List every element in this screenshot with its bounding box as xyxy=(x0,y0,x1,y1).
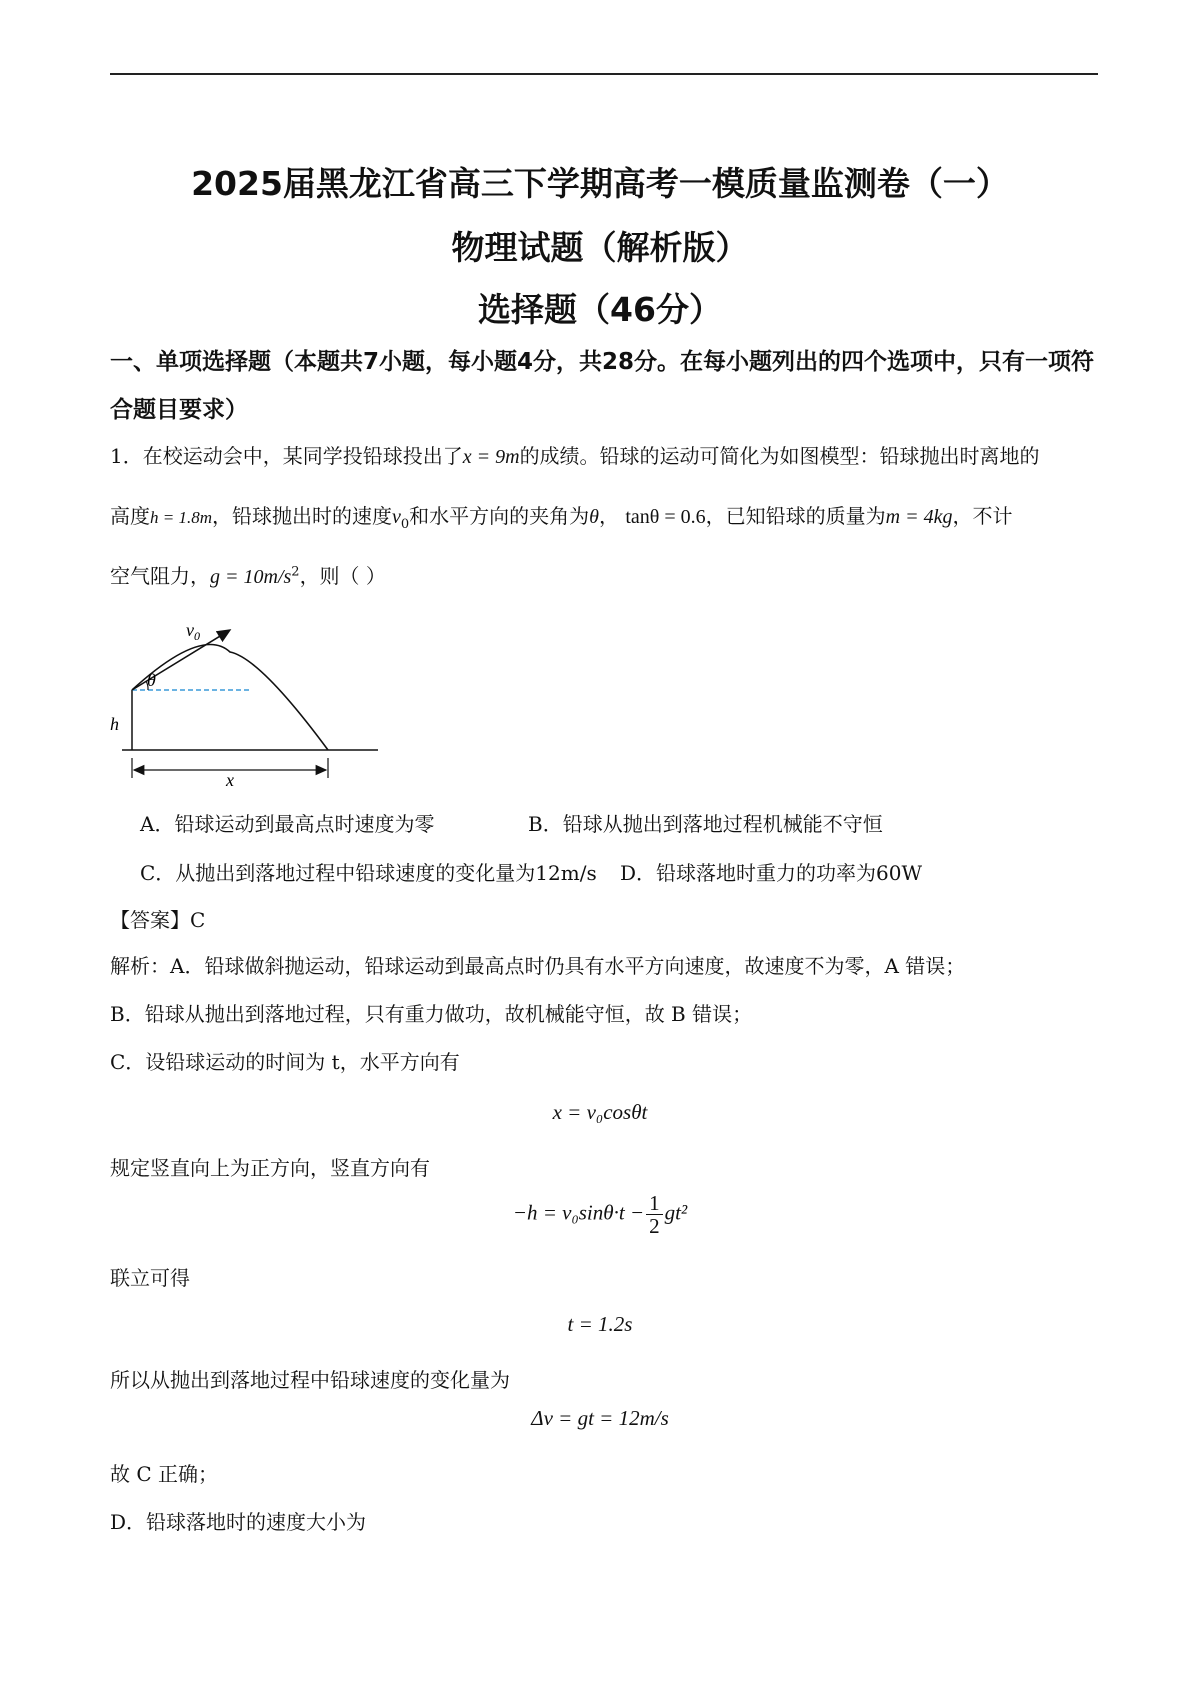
question-1-line-1: 1．在校运动会中，某同学投铅球投出了x = 9m的成绩。铅球的运动可简化为如图模型：铅球抛出时离地的 xyxy=(110,444,1040,468)
equation-delta-v: Δv = gt = 12m/s xyxy=(531,1406,669,1430)
option-a: A．铅球运动到最高点时速度为零 xyxy=(140,812,435,836)
projectile-figure xyxy=(110,608,390,788)
answer-label: 【答案】C xyxy=(110,908,206,932)
v0-symbol: v xyxy=(392,506,401,528)
question-1-line-3: 空气阻力，$g = 10m/s^2$，则（ ） xyxy=(110,564,386,588)
text-vertical: 规定竖直向上为正方向，竖直方向有 xyxy=(110,1156,430,1180)
analysis-c-intro: C．设铅球运动的时间为 t，水平方向有 xyxy=(110,1050,460,1074)
page-title: 2025届黑龙江省高三下学期高考一模质量监测卷（一） xyxy=(191,164,1009,203)
trajectory-curve xyxy=(132,644,328,750)
h-value: h = 1.8m xyxy=(150,508,212,527)
text-combine: 联立可得 xyxy=(110,1266,190,1290)
h-label: h xyxy=(110,714,119,734)
option-d: D．铅球落地时重力的功率为60W xyxy=(620,861,923,885)
equation-time: t = 1.2s xyxy=(567,1312,633,1336)
analysis-b: B．铅球从抛出到落地过程，只有重力做功，故机械能守恒，故 B 错误； xyxy=(110,1002,753,1026)
section-heading: 一、单项选择题（本题共7小题，每小题4分，共28分。在每小题列出的四个选项中，只有一项符合题目要求） xyxy=(110,349,1095,423)
analysis-d-intro: D．铅球落地时的速度大小为 xyxy=(110,1510,367,1534)
part-title: 选择题（46分） xyxy=(478,290,722,329)
equation-vertical: −h = v₀sinθ·t − $\frac{1}{2}$ gt² xyxy=(512,1191,688,1238)
equation-horizontal: x = v₀cosθt xyxy=(552,1100,648,1124)
x-value: x = 9m xyxy=(462,446,520,468)
top-rule xyxy=(110,73,1098,75)
m-value: m = 4kg xyxy=(885,506,953,528)
page-subtitle: 物理试题（解析版） xyxy=(451,228,749,267)
v0-label: $v_0$ xyxy=(186,620,200,643)
analysis-a: 解析：A．铅球做斜抛运动，铅球运动到最高点时仍具有水平方向速度，故速度不为零，A 错误； xyxy=(110,954,966,978)
theta-symbol: θ xyxy=(589,506,599,528)
option-c: C．从抛出到落地过程中铅球速度的变化量为12m/s xyxy=(140,861,597,885)
g-value: g = 10m/s xyxy=(210,566,292,588)
theta-label: θ xyxy=(147,670,156,690)
fraction-half: $\frac{1}{2}$ xyxy=(646,1192,663,1237)
question-1-line-2: 高度h = 1.8m，铅球抛出时的速度$v_0$和水平方向的夹角为θ， tanθ = 0.6，已知铅球的质量为m = 4kg，不计 xyxy=(110,504,1013,532)
tan-value: tanθ = 0.6 xyxy=(625,506,706,528)
text-c-correct: 故 C 正确； xyxy=(110,1462,219,1486)
option-b: B．铅球从抛出到落地过程机械能不守恒 xyxy=(528,812,883,836)
x-label: x xyxy=(226,770,234,788)
text-delta: 所以从抛出到落地过程中铅球速度的变化量为 xyxy=(110,1368,510,1392)
question-number: 1． xyxy=(110,444,143,468)
